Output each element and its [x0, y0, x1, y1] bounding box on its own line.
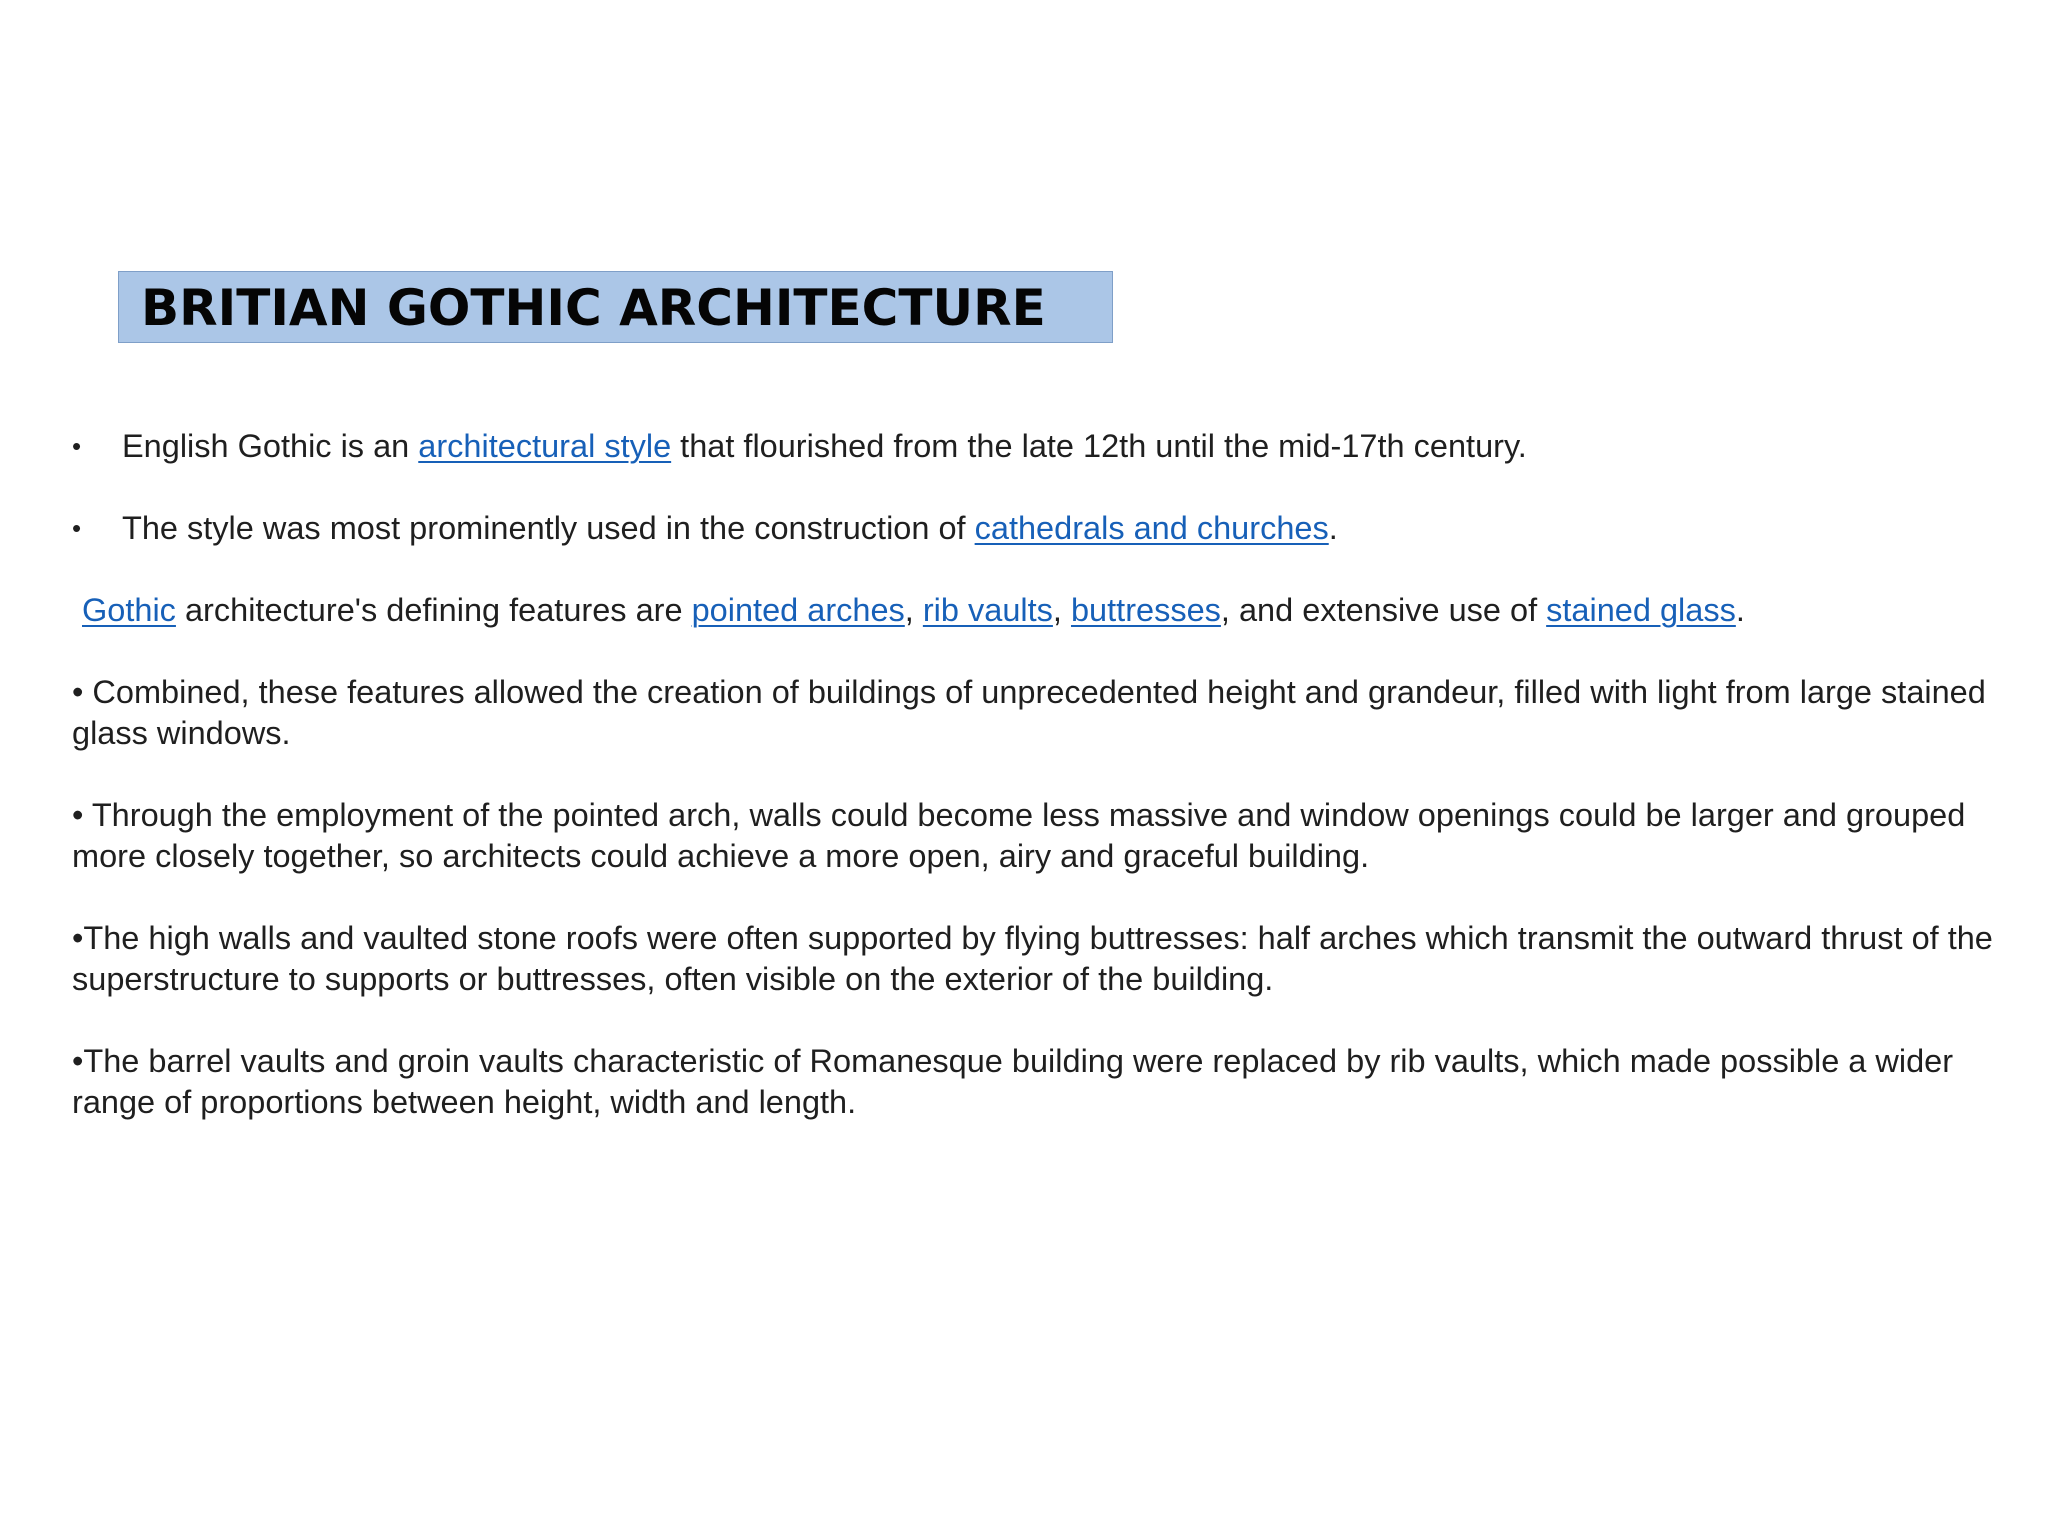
paragraph-7: •The barrel vaults and groin vaults characteristic of Romanesque building were replaced by rib vaults, which made possible a wider range of proportions between height, width and length.	[72, 1043, 1954, 1120]
link-stained-glass[interactable]: stained glass	[1546, 592, 1736, 628]
link-cathedrals-and-churches[interactable]: cathedrals and churches	[974, 510, 1329, 546]
text-span: ,	[1052, 592, 1071, 628]
link-buttresses[interactable]: buttresses	[1070, 592, 1221, 628]
bullet-icon: •	[72, 431, 82, 461]
text-span: , and extensive use of	[1220, 592, 1547, 628]
bullet-icon: •	[72, 513, 82, 543]
slide-body	[72, 426, 2022, 1164]
text-span: .	[1328, 510, 1338, 546]
paragraph-4: • Combined, these features allowed the creation of buildings of unprecedented height and grandeur, filled with light from large stained glass windows.	[72, 674, 1986, 751]
link-gothic[interactable]: Gothic	[82, 592, 176, 628]
text-span: The style was most prominently used in the construction of	[122, 510, 975, 546]
bullet-paragraph-1	[72, 426, 2022, 467]
title-box	[118, 271, 1113, 343]
paragraph-6: •The high walls and vaulted stone roofs were often supported by flying buttresses: half arches which transmit the outward thrust of the superstructure to supports or buttresses, often visible on the exterior of the building.	[72, 920, 1993, 997]
text-span: .	[1735, 592, 1745, 628]
link-rib-vaults[interactable]: rib vaults	[922, 592, 1053, 628]
text-span: that flourished from the late 12th until the mid-17th century.	[671, 428, 1527, 464]
link-architectural-style[interactable]: architectural style	[418, 428, 672, 464]
paragraph-3	[72, 590, 2022, 631]
text-span: English Gothic is an	[122, 428, 419, 464]
paragraph-5: • Through the employment of the pointed arch, walls could become less massive and window openings could be larger and grouped more closely together, so architects could achieve a more open, airy and graceful building.	[72, 797, 1966, 874]
slide-title: BRITIAN GOTHIC ARCHITECTURE	[141, 279, 1046, 337]
text-span: ,	[904, 592, 923, 628]
text-span: architecture's defining features are	[175, 592, 692, 628]
link-pointed-arches[interactable]: pointed arches	[691, 592, 905, 628]
bullet-paragraph-2	[72, 508, 2022, 549]
